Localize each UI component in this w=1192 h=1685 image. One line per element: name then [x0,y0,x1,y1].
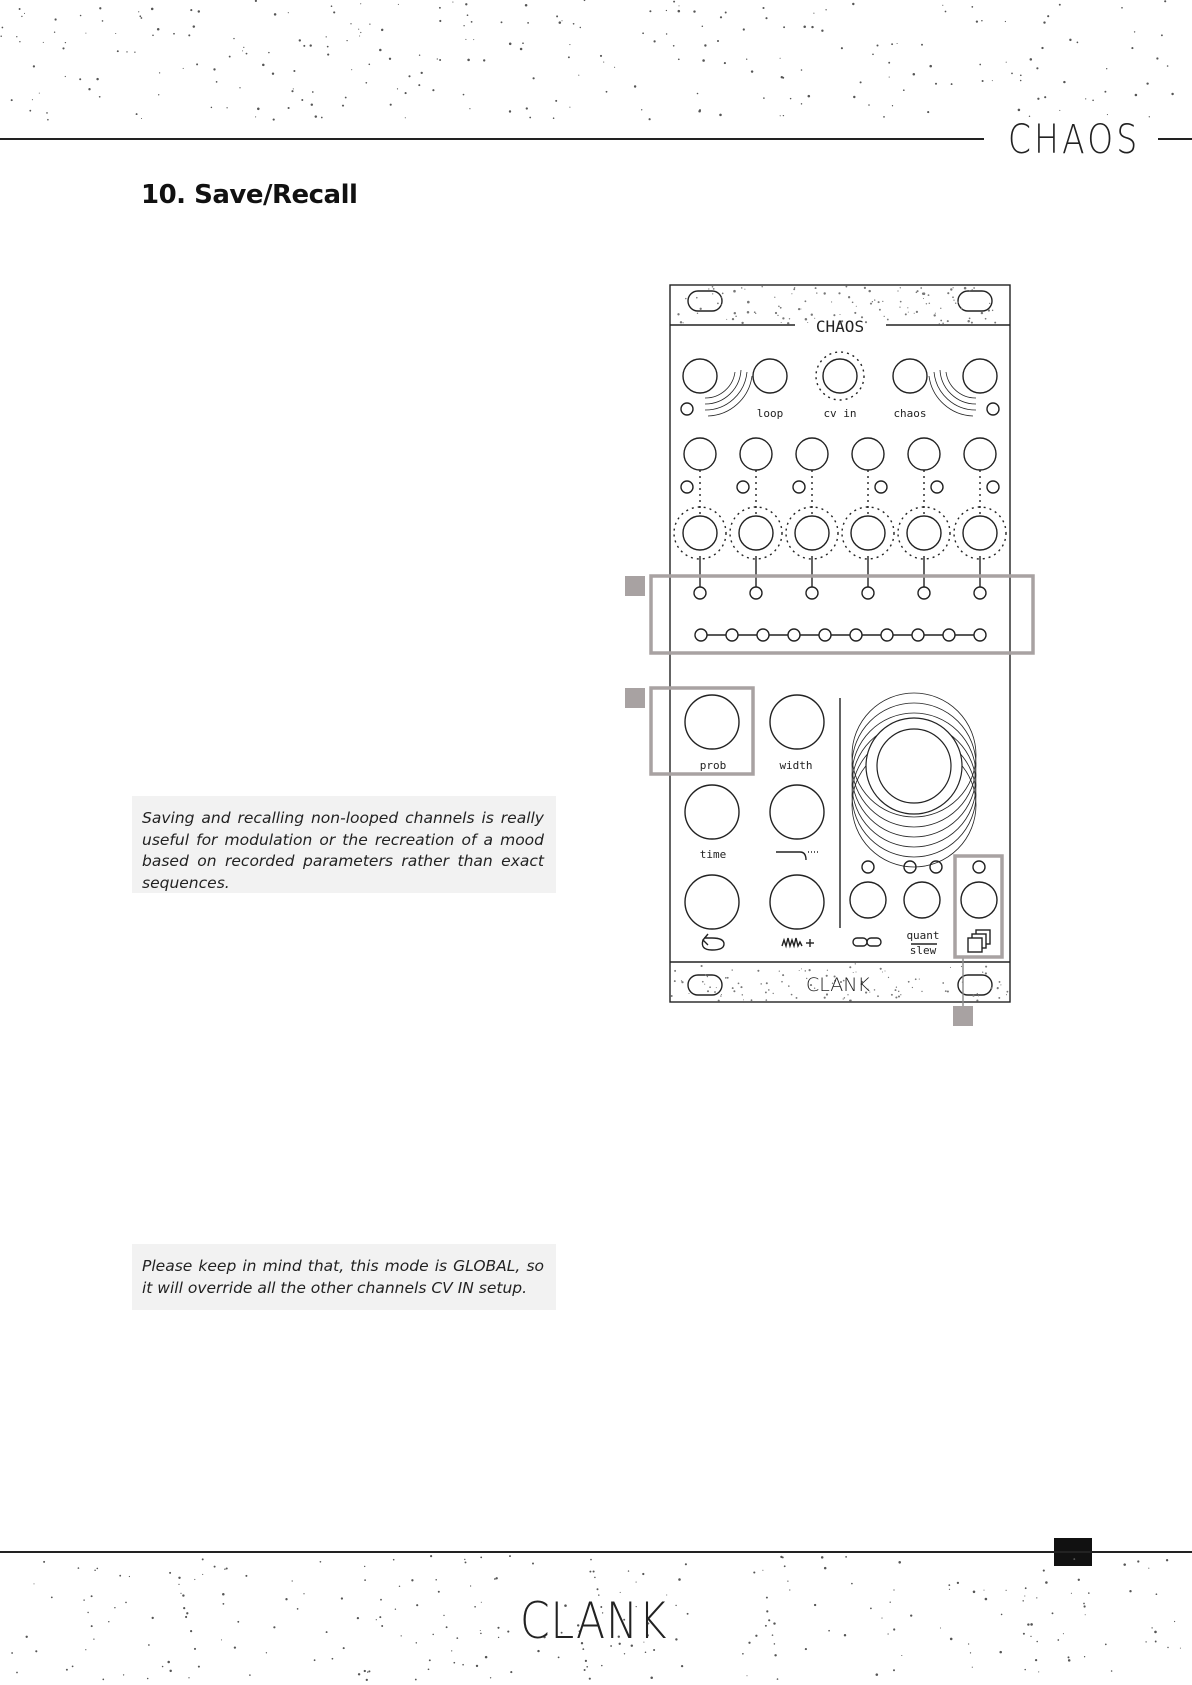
mount-hole-bl [688,975,722,995]
callout-box-leds [651,576,1033,653]
panel-brand-top: CHAOS [815,317,865,336]
header-title: CHAOS [1008,117,1141,163]
knob-row2-6 [964,438,996,470]
note-text-global: Please keep in mind that, this mode is GLOBAL, so it will override all the other channels CV IN setup. [142,1257,544,1297]
knob-prob [685,695,739,749]
label-width: width [779,759,813,772]
led-top-left [681,403,693,415]
knob-save [961,882,997,918]
label-chaos: chaos [893,407,927,420]
knob-top-1 [683,359,717,393]
callout-marker-2 [625,688,645,708]
knob-row2-3 [796,438,828,470]
knob-row2-2 [740,438,772,470]
note-box-global [132,1244,556,1310]
knob-loop-bottom [685,875,739,929]
mount-hole-tl [688,291,722,311]
panel-brand-bottom: CLANK [806,974,870,996]
header-rule-right [1158,138,1192,140]
label-prob: prob [699,759,727,772]
led-top-right [987,403,999,415]
header-speckle-texture [0,0,1192,130]
knob-curve [770,785,824,839]
label-quant: quant [906,929,940,942]
knob-cv-in [823,359,857,393]
footer-logo-text: CLANK [520,1592,668,1650]
knob-width [770,695,824,749]
knob-link [850,882,886,918]
label-time: time [699,848,727,861]
knob-row2-4 [852,438,884,470]
knob-quant-slew [904,882,940,918]
mount-hole-tr [958,291,992,311]
note-text-saving: Saving and recalling non-looped channels is really useful for modulation or the recreation of a mood based on recorded parameters rather than exact sequences. [142,809,544,892]
callout-marker-1 [625,576,645,596]
knob-chaos [893,359,927,393]
label-loop: loop [756,407,784,420]
note-box-saving [132,796,556,893]
knob-top-6 [963,359,997,393]
label-slew: slew [909,944,937,957]
knob-row2-5 [908,438,940,470]
knob-time [685,785,739,839]
footer-rule [0,1551,1192,1553]
footer-logo [520,1592,693,1650]
section-heading: 10. Save/Recall [141,180,358,210]
module-panel-illustration [620,280,1040,1040]
callout-marker-3 [953,1006,973,1026]
label-cv-in: cv in [823,407,857,420]
knob-random [770,875,824,929]
header-rule-left [0,138,984,140]
knob-row2-1 [684,438,716,470]
knob-loop [753,359,787,393]
